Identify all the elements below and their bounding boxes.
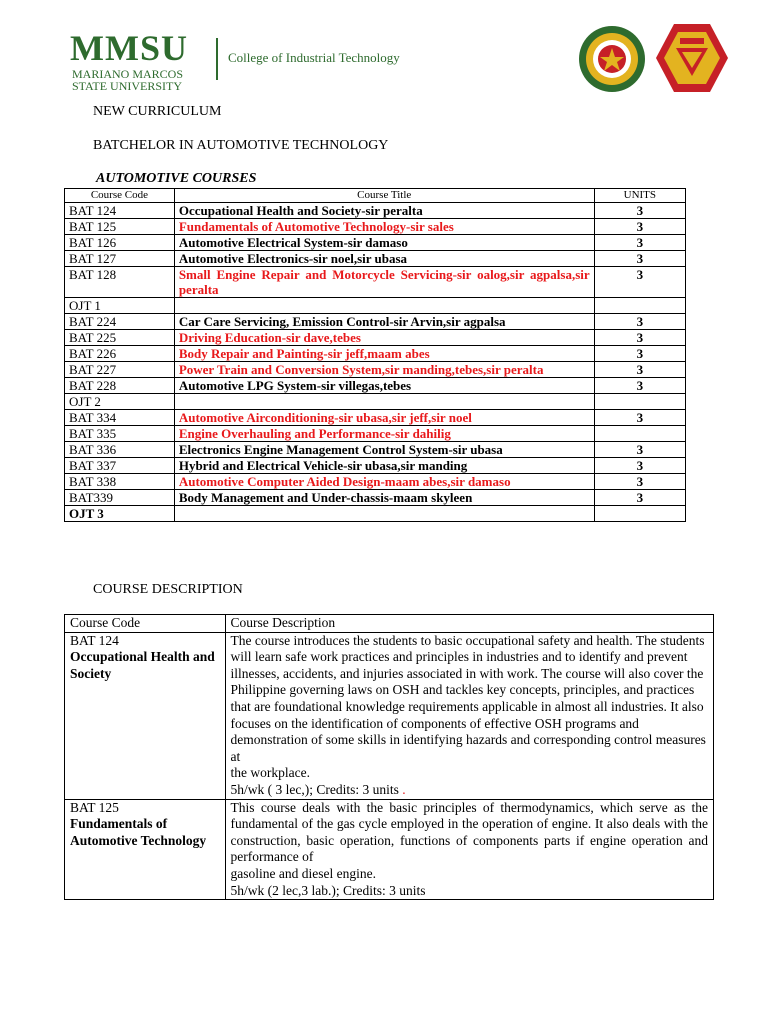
descriptions-header-row (65, 615, 714, 633)
logo-subtitle (72, 68, 183, 92)
desc-credits (231, 883, 708, 900)
logo-divider (216, 38, 218, 80)
course-units (594, 426, 685, 442)
course-units: 3 (594, 235, 685, 251)
desc-body: This course deals with the basic principles of thermodynamics, which serve as the fundamental of the gas cycle employed in the operation of engine. It also deals with the construction, basic operation, functions of components parts if engine operation and performance of (230, 799, 708, 865)
course-code: BAT 128 (65, 267, 175, 298)
course-row (65, 442, 686, 458)
course-row (65, 426, 686, 442)
courses-header-row (65, 189, 686, 203)
course-units: 3 (594, 410, 685, 426)
course-code: BAT 334 (65, 410, 175, 426)
course-row (65, 219, 686, 235)
description-row (65, 632, 714, 799)
course-units: 3 (594, 490, 685, 506)
course-title: Driving Education-sir dave,tebes (174, 330, 594, 346)
desc-body: The course introduces the students to basic occupational safety and health. The students will learn safe work practices and principles in industries and to identify and prevent illnesses, accidents, and injuries associated in with work. The course will also cover the Philippine governing laws on OSH and tackles key concepts, principles, and practices that are foundational knowledge requirements applicable in almost all industries. It also focuses on the identification of components of effective OSH programs and demonstration of some skills in identifying hazards and corresponding control measures at (230, 632, 706, 764)
course-row (65, 474, 686, 490)
course-units: 3 (594, 267, 685, 298)
desc-credits (231, 782, 708, 799)
course-units: 3 (594, 219, 685, 235)
desc-body-2: the workplace. (230, 765, 311, 781)
col-desc-text: Course Description (225, 615, 713, 633)
course-code: BAT 338 (65, 474, 175, 490)
course-row (65, 458, 686, 474)
course-code: BAT 127 (65, 251, 175, 267)
course-title: Small Engine Repair and Motorcycle Servicing-sir oalog,sir agpalsa,sir peralta (174, 267, 594, 298)
course-title (174, 394, 594, 410)
course-row (65, 490, 686, 506)
course-units (594, 506, 685, 522)
desc-code: BAT 125 (70, 799, 119, 815)
course-row (65, 330, 686, 346)
course-units: 3 (594, 442, 685, 458)
course-row (65, 235, 686, 251)
course-units (594, 298, 685, 314)
courses-table (64, 188, 686, 522)
course-row (65, 378, 686, 394)
course-code: BAT339 (65, 490, 175, 506)
course-code: BAT 337 (65, 458, 175, 474)
course-row (65, 346, 686, 362)
course-title: Automotive Electronics-sir noel,sir ubasa (174, 251, 594, 267)
logo-subtitle-line-1: MARIANO MARCOS (72, 67, 184, 81)
logo-subtitle-line-2: STATE UNIVERSITY (72, 79, 183, 93)
course-code: BAT 335 (65, 426, 175, 442)
col-desc-code: Course Code (65, 615, 226, 633)
course-units: 3 (594, 346, 685, 362)
course-title: Automotive Computer Aided Design-maam abes,sir damaso (174, 474, 594, 490)
col-course-code: Course Code (65, 189, 175, 203)
course-row (65, 267, 686, 298)
curriculum-heading: NEW CURRICULUM (93, 104, 222, 119)
course-row (65, 410, 686, 426)
course-units: 3 (594, 378, 685, 394)
program-heading: BATCHELOR IN AUTOMOTIVE TECHNOLOGY (93, 138, 389, 153)
description-row (65, 799, 714, 900)
desc-code-cell (65, 632, 226, 799)
course-row (65, 394, 686, 410)
course-code: BAT 125 (65, 219, 175, 235)
course-row (65, 362, 686, 378)
desc-credits-mark: . (402, 781, 406, 797)
course-title: Power Train and Conversion System,sir manding,tebes,sir peralta (174, 362, 594, 378)
course-description-heading: COURSE DESCRIPTION (93, 582, 243, 597)
mmsu-logo: MMSU (70, 28, 188, 68)
course-title: Body Management and Under-chassis-maam skyleen (174, 490, 594, 506)
desc-credits-text: 5h/wk ( 3 lec,); Credits: 3 units (230, 781, 399, 797)
course-title: Occupational Health and Society-sir peralta (174, 203, 594, 219)
desc-body-2: gasoline and diesel engine. (230, 865, 377, 881)
course-row (65, 506, 686, 522)
course-title: Fundamentals of Automotive Technology-sir sales (174, 219, 594, 235)
course-units: 3 (594, 251, 685, 267)
desc-text-cell (225, 799, 713, 900)
course-title: Car Care Servicing, Emission Control-sir Arvin,sir agpalsa (174, 314, 594, 330)
course-row (65, 251, 686, 267)
course-code: BAT 124 (65, 203, 175, 219)
course-title (174, 298, 594, 314)
course-title: Electronics Engine Management Control System-sir ubasa (174, 442, 594, 458)
course-row (65, 314, 686, 330)
course-units: 3 (594, 203, 685, 219)
course-code: OJT 3 (65, 506, 175, 522)
course-code: BAT 225 (65, 330, 175, 346)
course-units: 3 (594, 314, 685, 330)
col-units: UNITS (594, 189, 685, 203)
desc-code-cell (65, 799, 226, 900)
desc-text-cell (225, 632, 713, 799)
desc-code: BAT 124 (70, 632, 119, 648)
document-header (70, 28, 710, 93)
course-title: Hybrid and Electrical Vehicle-sir ubasa,sir manding (174, 458, 594, 474)
col-course-title: Course Title (174, 189, 594, 203)
course-title (174, 506, 594, 522)
mmsu-seal-icon (577, 24, 647, 94)
course-code: OJT 1 (65, 298, 175, 314)
college-name: College of Industrial Technology (228, 50, 400, 65)
desc-course-name: Occupational Health and Society (70, 649, 215, 681)
course-title: Automotive Airconditioning-sir ubasa,sir jeff,sir noel (174, 410, 594, 426)
cit-emblem-icon (652, 18, 732, 98)
course-units: 3 (594, 362, 685, 378)
course-code: BAT 227 (65, 362, 175, 378)
course-title: Body Repair and Painting-sir jeff,maam abes (174, 346, 594, 362)
course-units (594, 394, 685, 410)
course-code: BAT 224 (65, 314, 175, 330)
course-title: Automotive Electrical System-sir damaso (174, 235, 594, 251)
section-title: AUTOMOTIVE COURSES (96, 171, 257, 186)
desc-credits-text: 5h/wk (2 lec,3 lab.); Credits: 3 units (230, 882, 426, 898)
course-row (65, 203, 686, 219)
course-units: 3 (594, 474, 685, 490)
course-code: OJT 2 (65, 394, 175, 410)
desc-course-name: Fundamentals of Automotive Technology (70, 816, 207, 848)
course-units: 3 (594, 458, 685, 474)
course-title: Engine Overhauling and Performance-sir dahilig (174, 426, 594, 442)
course-code: BAT 336 (65, 442, 175, 458)
descriptions-table (64, 614, 714, 900)
course-code: BAT 228 (65, 378, 175, 394)
course-code: BAT 226 (65, 346, 175, 362)
course-code: BAT 126 (65, 235, 175, 251)
course-units: 3 (594, 330, 685, 346)
course-title: Automotive LPG System-sir villegas,tebes (174, 378, 594, 394)
course-row (65, 298, 686, 314)
